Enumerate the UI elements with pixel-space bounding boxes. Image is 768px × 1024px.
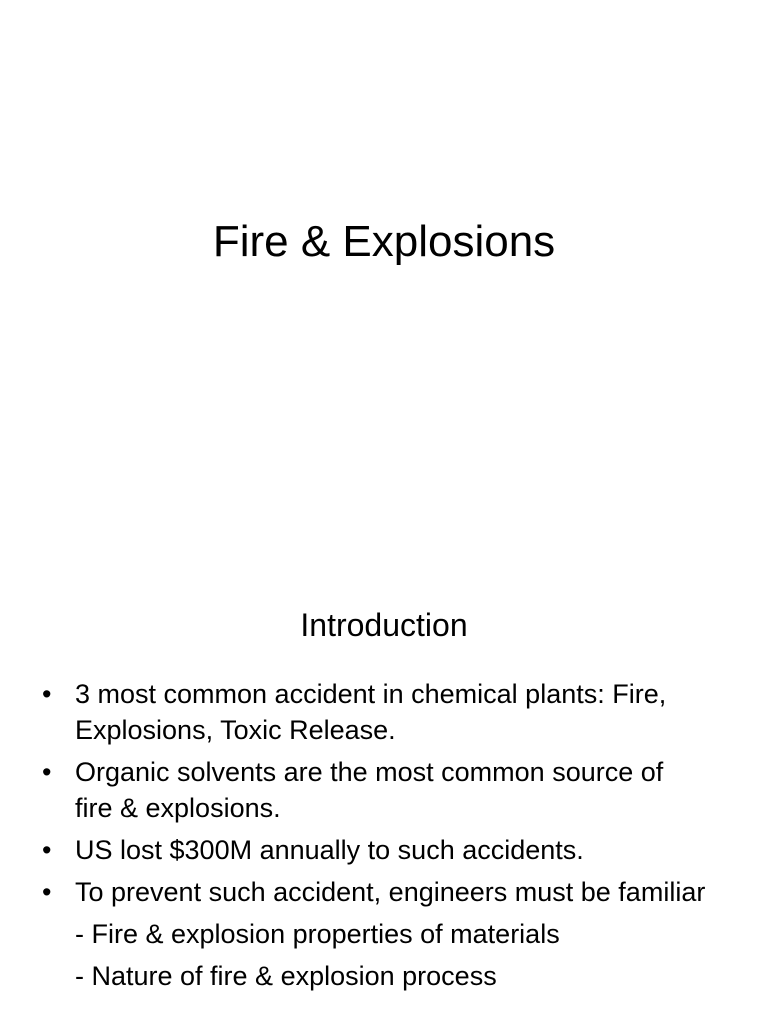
bullet-marker: • (42, 835, 52, 865)
bullet-text: Organic solvents are the most common source of fire & explosions. (75, 757, 664, 823)
sub-bullet-item (0, 916, 768, 952)
bullet-text: To prevent such accident, engineers must be familiar (75, 877, 706, 907)
slide-title-heading: Fire & Explosions (212, 217, 556, 266)
bullet-text: US lost $300M annually to such accidents. (75, 835, 584, 865)
bullet-item (0, 832, 768, 868)
slide-heading: Introduction (300, 607, 468, 643)
bullet-marker: • (42, 757, 52, 787)
sub-bullet-text: - Fire & explosion properties of materials (75, 919, 560, 949)
bullet-item (0, 676, 768, 748)
bullet-marker: • (42, 877, 52, 907)
bullet-item (0, 754, 768, 826)
sub-bullet-text: - Nature of fire & explosion process (75, 961, 497, 991)
bullet-list (0, 676, 768, 1000)
bullet-text: 3 most common accident in chemical plants: Fire, Explosions, Toxic Release. (75, 679, 667, 745)
slide-introduction (0, 576, 768, 1024)
bullet-marker: • (42, 679, 52, 709)
bullet-item (0, 874, 768, 910)
sub-bullet-item (0, 958, 768, 994)
